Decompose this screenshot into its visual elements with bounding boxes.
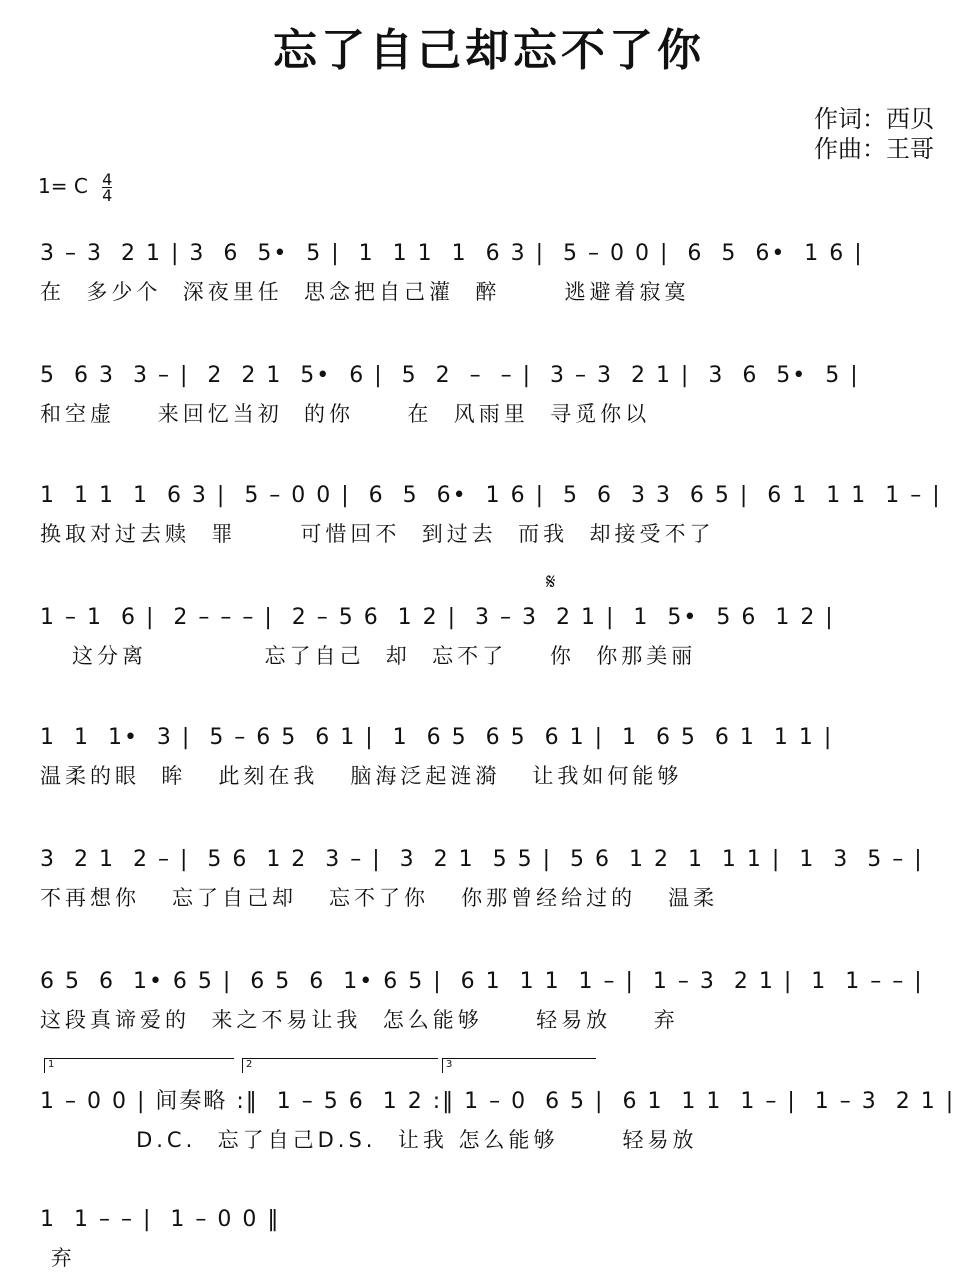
lyrics-line: 弃 [40, 1246, 76, 1270]
notes-line: 1 – 0 0 | 间奏略 :‖ 1 – 5 6 1 2 :‖ 1 – 0 6 5 | 6 1 1 1 1 – | 1 – 3 2 1 | [40, 1089, 956, 1114]
system-7 [40, 962, 942, 1038]
system-8 [40, 1082, 956, 1158]
volta-3: 3 [442, 1058, 596, 1073]
notes-line: 1 – 1 6 | 2 – – – | 2 – 5 6 1 2 | 3 – 3 2 1 | 1 5• 5 6 1 2 | [40, 605, 835, 630]
volta-2: 2 [242, 1058, 438, 1073]
notes-line: 3 2 1 2 – | 5 6 1 2 3 – | 3 2 1 5 5 | 5 6 1 2 1 1 1 | 1 3 5 – | [40, 847, 924, 872]
notes-line: 3 – 3 2 1 | 3 6 5• 5 | 1 1 1 1 6 3 | 5 – 0 0 | 6 5 6• 1 6 | [40, 241, 864, 266]
key-signature [38, 172, 112, 203]
lyrics-line: 这分离 忘了自己 却 忘不了 你 你那美丽 [40, 644, 697, 668]
volta-1: 1 [44, 1058, 234, 1073]
notes-line: 1 1 1 1 6 3 | 5 – 0 0 | 6 5 6• 1 6 | 5 6 3 3 6 5 | 6 1 1 1 1 – | [40, 483, 942, 508]
lyricist: 作词：西贝 [814, 105, 934, 133]
notes-line: 1 1 – – | 1 – 0 0 ‖ [40, 1207, 281, 1232]
lyrics-line: 和空虚 来回忆当初 的你 在 风雨里 寻觅你以 [40, 402, 651, 426]
time-signature [102, 172, 112, 203]
system-2 [40, 356, 942, 432]
time-bottom: 4 [102, 186, 113, 205]
system-1 [40, 234, 942, 310]
system-5 [40, 718, 942, 794]
lyrics-line: 换取对过去赎 罪 可惜回不 到过去 而我 却接受不了 [40, 522, 715, 546]
key-label: 1= C [38, 174, 88, 198]
notes-line: 5 6 3 3 – | 2 2 1 5• 6 | 5 2 – – | 3 – 3 2 1 | 3 6 5• 5 | [40, 363, 860, 388]
credits [814, 104, 934, 164]
composer: 作曲：王哥 [814, 135, 934, 163]
system-6 [40, 840, 942, 916]
system-9 [40, 1200, 942, 1276]
lyrics-line: D.C. 忘了自己D.S. 让我 怎么能够 轻易放 [40, 1128, 698, 1152]
lyrics-line: 这段真谛爱的 来之不易让我 怎么能够 轻易放 弃 [40, 1008, 679, 1032]
segno-sign: 𝄋 [546, 570, 556, 595]
notes-line: 1 1 1• 3 | 5 – 6 5 6 1 | 1 6 5 6 5 6 1 | 1 6 5 6 1 1 1 | [40, 725, 834, 750]
system-3 [40, 476, 942, 552]
notes-line: 6 5 6 1• 6 5 | 6 5 6 1• 6 5 | 6 1 1 1 1 – | 1 – 3 2 1 | 1 1 – – | [40, 969, 924, 994]
lyrics-line: 在 多少个 深夜里任 思念把自己灌 醉 逃避着寂寞 [40, 280, 690, 304]
lyrics-line: 不再想你 忘了自己却 忘不了你 你那曾经给过的 温柔 [40, 886, 719, 910]
time-top: 4 [102, 170, 113, 189]
song-title: 忘了自己却忘不了你 [273, 25, 705, 76]
lyrics-line: 温柔的眼 眸 此刻在我 脑海泛起涟漪 让我如何能够 [40, 764, 683, 788]
system-4 [40, 598, 942, 674]
